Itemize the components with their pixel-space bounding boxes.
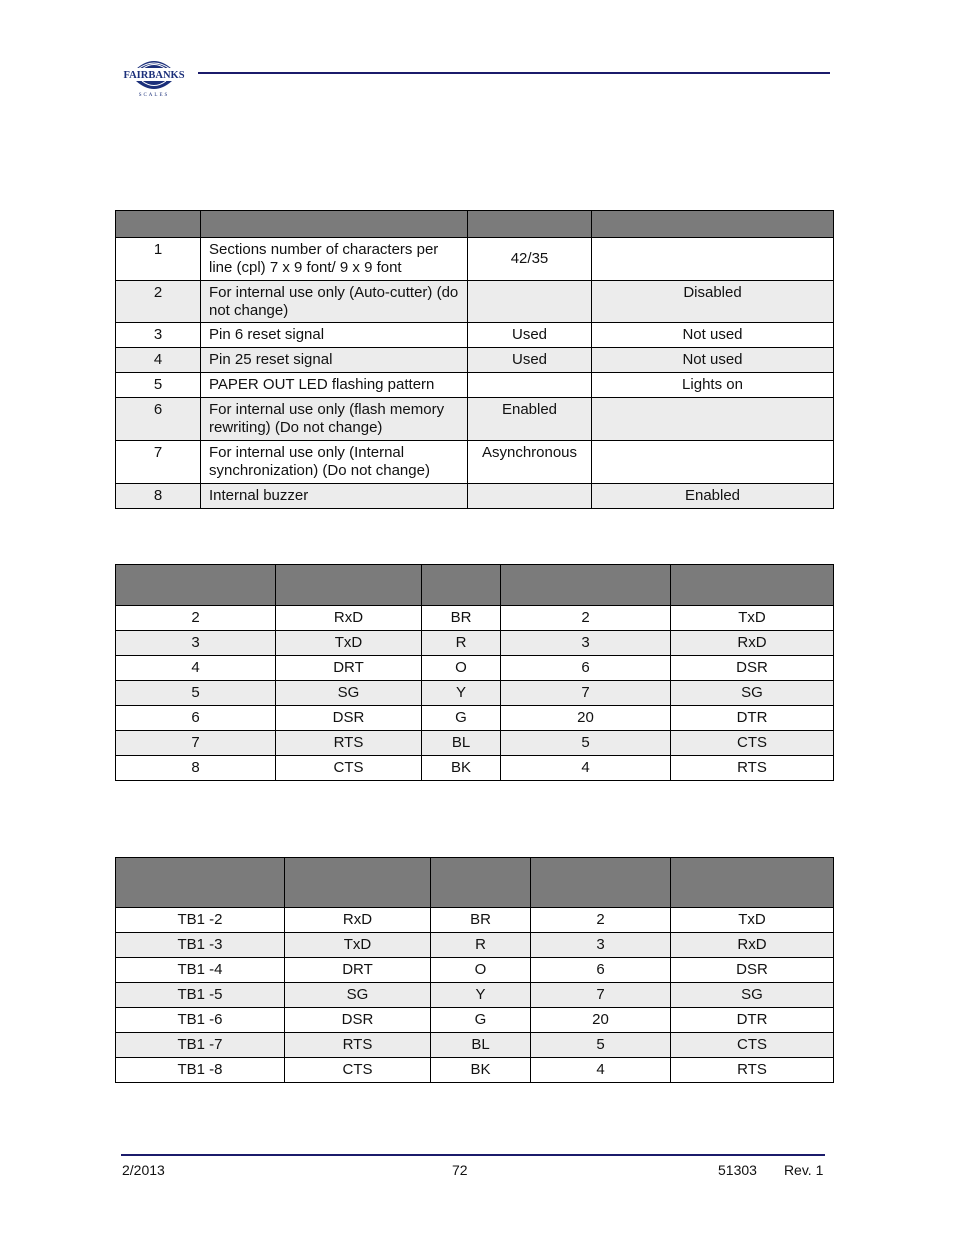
- header-rule: [198, 72, 830, 74]
- header-cell: [276, 565, 422, 606]
- table-header-row: [116, 858, 834, 908]
- switch-function: For internal use only (Internal synchronization) (Do not change): [201, 441, 468, 484]
- switch-off-value: [592, 398, 834, 441]
- signal: CTS: [276, 756, 422, 781]
- table-row: [116, 1008, 834, 1033]
- signal: RxD: [276, 606, 422, 631]
- document-number: 51303: [718, 1162, 757, 1178]
- table-row: [116, 983, 834, 1008]
- wire-color: G: [431, 1008, 531, 1033]
- wire-color: BK: [422, 756, 501, 781]
- table-row: [116, 933, 834, 958]
- printer-pin: 4: [501, 756, 671, 781]
- switch-on-value: Used: [468, 323, 592, 348]
- printer-signal: DTR: [671, 706, 834, 731]
- header-cell: [468, 211, 592, 238]
- wire-color: BL: [431, 1033, 531, 1058]
- signal: TxD: [285, 933, 431, 958]
- signal: DRT: [285, 958, 431, 983]
- printer-signal: CTS: [671, 1033, 834, 1058]
- pin-number: 5: [116, 681, 276, 706]
- printer-signal: SG: [671, 681, 834, 706]
- header-cell: [201, 211, 468, 238]
- wire-color: BL: [422, 731, 501, 756]
- wire-color: O: [422, 656, 501, 681]
- switch-off-value: Enabled: [592, 484, 834, 509]
- table-header-row: [116, 211, 834, 238]
- table-row: [116, 706, 834, 731]
- switch-function: Sections number of characters per line (cpl) 7 x 9 font/ 9 x 9 font: [201, 238, 468, 281]
- switch-off-value: Not used: [592, 323, 834, 348]
- header-cell: [531, 858, 671, 908]
- footer-date: 2/2013: [122, 1162, 165, 1178]
- wire-color: BK: [431, 1058, 531, 1083]
- switch-off-value: Not used: [592, 348, 834, 373]
- printer-pin: 5: [531, 1033, 671, 1058]
- printer-signal: SG: [671, 983, 834, 1008]
- footer-rule: [121, 1154, 825, 1156]
- table-row: [116, 348, 834, 373]
- printer-signal: TxD: [671, 606, 834, 631]
- terminal: TB1 -2: [116, 908, 285, 933]
- table-row: [116, 681, 834, 706]
- header-cell: [671, 858, 834, 908]
- table-row: [116, 398, 834, 441]
- printer-pin: 2: [531, 908, 671, 933]
- switch-off-value: [592, 238, 834, 281]
- signal: DSR: [285, 1008, 431, 1033]
- table-row: [116, 441, 834, 484]
- printer-signal: DTR: [671, 1008, 834, 1033]
- switch-on-value: 42/35: [468, 238, 592, 281]
- printer-pin: 5: [501, 731, 671, 756]
- signal: RxD: [285, 908, 431, 933]
- switch-function: Pin 6 reset signal: [201, 323, 468, 348]
- printer-pin: 2: [501, 606, 671, 631]
- printer-signal: RxD: [671, 933, 834, 958]
- printer-pin: 20: [531, 1008, 671, 1033]
- switch-on-value: Used: [468, 348, 592, 373]
- signal: DRT: [276, 656, 422, 681]
- printer-pin: 20: [501, 706, 671, 731]
- switch-function: For internal use only (flash memory rewriting) (Do not change): [201, 398, 468, 441]
- signal: SG: [276, 681, 422, 706]
- wire-color: R: [422, 631, 501, 656]
- printer-signal: DSR: [671, 656, 834, 681]
- table-row: [116, 281, 834, 323]
- table-row: [116, 631, 834, 656]
- table-row: [116, 731, 834, 756]
- printer-pin: 7: [501, 681, 671, 706]
- header-cell: [422, 565, 501, 606]
- table-row: [116, 958, 834, 983]
- pin-number: 3: [116, 631, 276, 656]
- printer-signal: TxD: [671, 908, 834, 933]
- header-cell: [592, 211, 834, 238]
- switch-on-value: Asynchronous: [468, 441, 592, 484]
- terminal: TB1 -6: [116, 1008, 285, 1033]
- table-row: [116, 908, 834, 933]
- terminal: TB1 -7: [116, 1033, 285, 1058]
- signal: RTS: [276, 731, 422, 756]
- terminal: TB1 -5: [116, 983, 285, 1008]
- switch-on-value: Enabled: [468, 398, 592, 441]
- table-row: [116, 323, 834, 348]
- switch-off-value: Disabled: [592, 281, 834, 323]
- printer-signal: RTS: [671, 756, 834, 781]
- signal: RTS: [285, 1033, 431, 1058]
- svg-text:SCALES: SCALES: [138, 93, 170, 98]
- terminal: TB1 -4: [116, 958, 285, 983]
- wire-color: BR: [431, 908, 531, 933]
- printer-signal: CTS: [671, 731, 834, 756]
- header-cell: [501, 565, 671, 606]
- printer-pin: 3: [531, 933, 671, 958]
- switch-on-value: [468, 373, 592, 398]
- switch-number: 4: [116, 348, 201, 373]
- signal: SG: [285, 983, 431, 1008]
- switch-function: Pin 25 reset signal: [201, 348, 468, 373]
- printer-signal: DSR: [671, 958, 834, 983]
- table-row: [116, 484, 834, 509]
- switch-off-value: Lights on: [592, 373, 834, 398]
- switch-number: 5: [116, 373, 201, 398]
- switch-off-value: [592, 441, 834, 484]
- switch-function: For internal use only (Auto-cutter) (do not change): [201, 281, 468, 323]
- printer-signal: RTS: [671, 1058, 834, 1083]
- wire-color: BR: [422, 606, 501, 631]
- pin-number: 8: [116, 756, 276, 781]
- wire-color: R: [431, 933, 531, 958]
- switch-number: 7: [116, 441, 201, 484]
- signal: DSR: [276, 706, 422, 731]
- switch-number: 3: [116, 323, 201, 348]
- printer-pin: 6: [501, 656, 671, 681]
- table-row: [116, 756, 834, 781]
- switch-number: 1: [116, 238, 201, 281]
- dip-switch-table: [115, 210, 834, 509]
- page-number: 72: [452, 1162, 468, 1178]
- terminal: TB1 -8: [116, 1058, 285, 1083]
- header-cell: [116, 858, 285, 908]
- table-row: [116, 656, 834, 681]
- switch-number: 2: [116, 281, 201, 323]
- footer-doc-info: [718, 1162, 823, 1178]
- signal: CTS: [285, 1058, 431, 1083]
- wire-color: G: [422, 706, 501, 731]
- revision: Rev. 1: [783, 1162, 824, 1178]
- header-cell: [116, 565, 276, 606]
- printer-pin: 3: [501, 631, 671, 656]
- header-cell: [116, 211, 201, 238]
- terminal-block-table: [115, 857, 834, 1083]
- terminal: TB1 -3: [116, 933, 285, 958]
- printer-signal: RxD: [671, 631, 834, 656]
- wire-color: Y: [431, 983, 531, 1008]
- printer-pin: 7: [531, 983, 671, 1008]
- wire-color: O: [431, 958, 531, 983]
- header-cell: [671, 565, 834, 606]
- table-row: [116, 1058, 834, 1083]
- svg-text:FAIRBANKS: FAIRBANKS: [123, 70, 185, 81]
- pin-wiring-table: [115, 564, 834, 781]
- wire-color: Y: [422, 681, 501, 706]
- fairbanks-logo: [122, 55, 186, 99]
- pin-number: 4: [116, 656, 276, 681]
- table-row: [116, 1033, 834, 1058]
- switch-number: 6: [116, 398, 201, 441]
- switch-function: PAPER OUT LED flashing pattern: [201, 373, 468, 398]
- table-header-row: [116, 565, 834, 606]
- printer-pin: 6: [531, 958, 671, 983]
- switch-number: 8: [116, 484, 201, 509]
- header-cell: [285, 858, 431, 908]
- printer-pin: 4: [531, 1058, 671, 1083]
- pin-number: 6: [116, 706, 276, 731]
- switch-on-value: [468, 281, 592, 323]
- table-row: [116, 373, 834, 398]
- table-row: [116, 606, 834, 631]
- signal: TxD: [276, 631, 422, 656]
- pin-number: 7: [116, 731, 276, 756]
- switch-on-value: [468, 484, 592, 509]
- header-cell: [431, 858, 531, 908]
- pin-number: 2: [116, 606, 276, 631]
- switch-function: Internal buzzer: [201, 484, 468, 509]
- table-row: [116, 238, 834, 281]
